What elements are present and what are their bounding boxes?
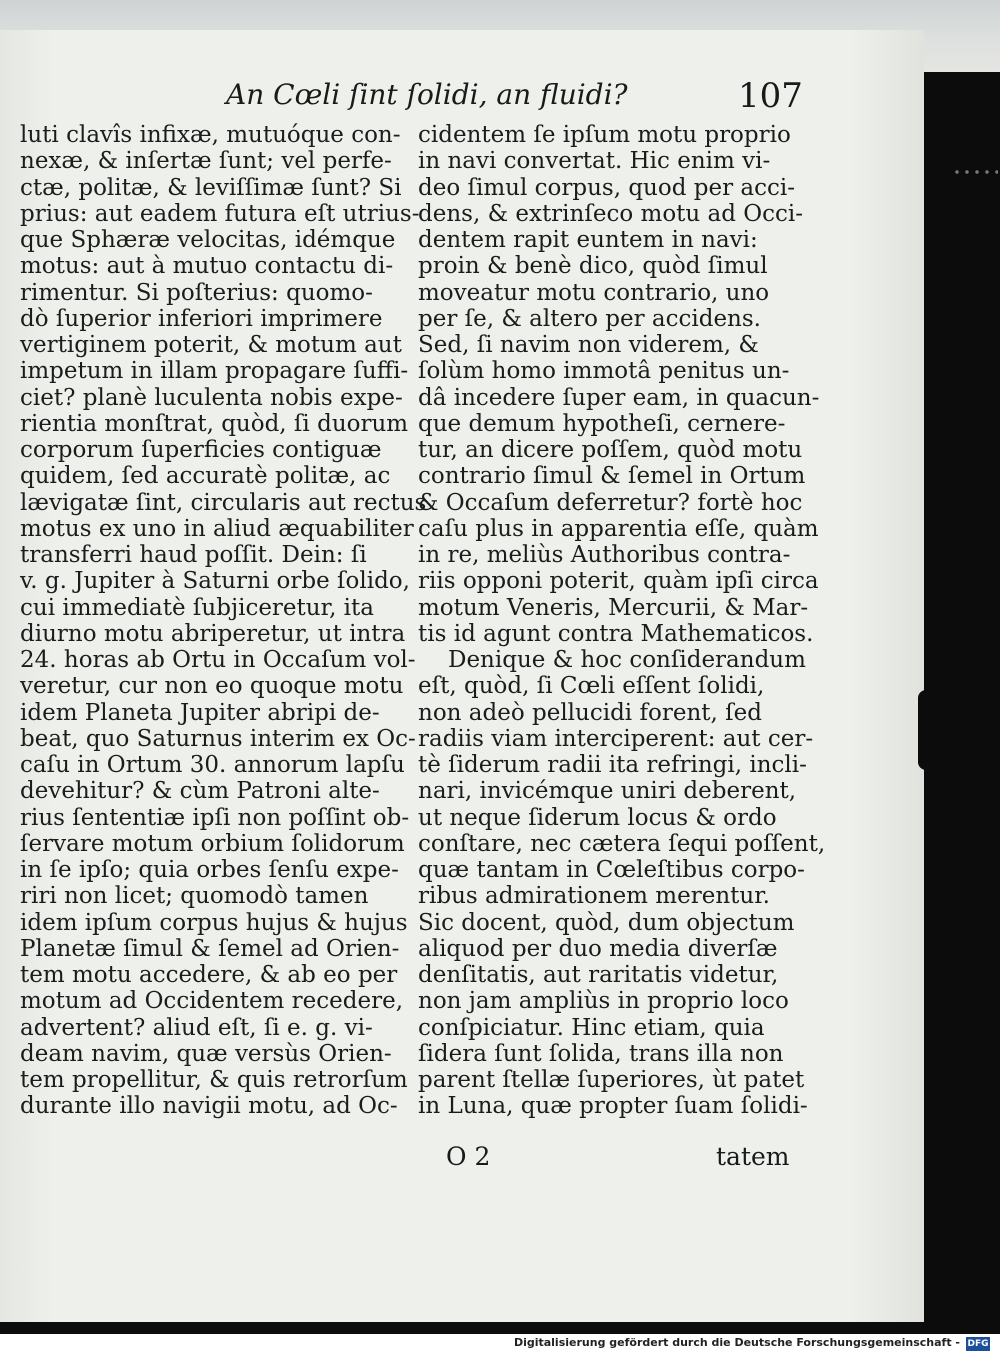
text-line: riis opponi poterit, quàm ipſi circa	[418, 568, 819, 595]
text-line: Denique & hoc conſiderandum	[448, 647, 806, 673]
text-line: ciet? planè luculenta nobis expe-	[20, 384, 403, 411]
text-line: conſtare, nec cætera ſequi poſſent,	[418, 830, 826, 857]
text-line: motum ad Occidentem recedere,	[20, 988, 404, 1015]
text-line: caſu plus in apparentia eſſe, quàm	[418, 515, 819, 542]
text-line: ſolùm homo immotâ penitus un-	[418, 358, 790, 385]
text-line: quidem, ſed accuratè politæ, ac	[20, 463, 391, 490]
text-line: dentem rapit euntem in navi:	[418, 227, 758, 253]
text-line: motum Veneris, Mercurii, & Mar-	[418, 594, 809, 621]
text-line: tè ſiderum radii ita refringi, incli-	[418, 752, 807, 778]
text-line: dò ſuperior inferiori imprimere	[20, 305, 383, 332]
text-line: lævigatæ ſint, circularis aut rectus	[20, 489, 427, 516]
text-line: riri non licet; quomodò tamen	[20, 883, 369, 910]
text-line: per ſe, & altero per accidens.	[418, 305, 761, 332]
dfg-logo-icon: DFG	[967, 1339, 989, 1349]
text-line: devehitur? & cùm Patroni alte-	[20, 778, 380, 805]
text-line: aliquod per duo media diverſæ	[418, 935, 778, 962]
text-line: beat, quo Saturnus interim ex Oc-	[20, 725, 416, 752]
text-line: deam navim, quæ versùs Orien-	[20, 1040, 392, 1067]
footer-credit: Digitalisierung gefördert durch die Deutsche Forschungsgemeinschaft -	[513, 1336, 960, 1349]
text-line: vertiginem poterit, & motum aut	[20, 332, 402, 358]
text-line: in navi convertat. Hic enim vi-	[418, 148, 771, 175]
text-line: que demum hypotheſi, cernere-	[418, 410, 786, 437]
page-edge-notch	[918, 690, 934, 770]
right-text-column	[418, 122, 826, 1120]
text-line: diurno motu abriperetur, ut intra	[20, 620, 406, 647]
text-line: cidentem ſe ipſum motu proprio	[418, 122, 791, 148]
text-line: proin & benè dico, quòd ſimul	[418, 253, 768, 280]
text-line: ribus admirationem merentur.	[418, 883, 770, 910]
text-line: impetum in illam propagare ſuffi-	[20, 358, 409, 385]
text-line: idem ipſum corpus hujus & hujus	[20, 909, 408, 936]
text-line: nari, invicémque uniri deberent,	[418, 778, 797, 805]
text-line: parent ſtellæ ſuperiores, ùt patet	[418, 1067, 805, 1093]
text-line: non jam ampliùs in proprio loco	[418, 988, 789, 1015]
text-line: v. g. Jupiter à Saturni orbe ſolido,	[20, 568, 410, 595]
text-line: in ſe ipſo; quia orbes ſenſu expe-	[20, 857, 399, 883]
text-line: rius ſententiæ ipſi non poſſint ob-	[20, 804, 410, 831]
text-line: Sic docent, quòd, dum objectum	[418, 909, 795, 936]
text-line: motus: aut à mutuo contactu di-	[20, 253, 394, 280]
running-head: An Cœli ſint ſolidi, an fluidi?	[226, 78, 628, 111]
text-line: quæ tantam in Cœleſtibus corpo-	[418, 857, 805, 883]
text-line: idem Planeta Jupiter abripi de-	[20, 699, 380, 726]
text-line: ſidera ſunt ſolida, trans illa non	[418, 1040, 784, 1067]
text-line: Planetæ ſimul & ſemel ad Orien-	[20, 935, 400, 962]
text-line: tem motu accedere, & ab eo per	[20, 962, 398, 988]
text-line: dens, & extrinſeco motu ad Occi-	[418, 200, 804, 227]
text-line: durante illo navigii motu, ad Oc-	[20, 1093, 398, 1120]
text-line: rimentur. Si poſterius: quomo-	[20, 279, 373, 306]
text-line: denſitatis, aut raritatis videtur,	[418, 962, 779, 988]
text-line: conſpiciatur. Hinc etiam, quia	[418, 1014, 765, 1041]
text-line: non adeò pellucidi forent, ſed	[418, 699, 762, 726]
text-line: tem propellitur, & quis retrorſum	[20, 1067, 408, 1093]
footer-strip	[0, 1334, 1000, 1356]
text-line: cui immediatè ſubjiceretur, ita	[20, 594, 374, 621]
signature-mark: O 2	[446, 1142, 491, 1171]
text-line: moveatur motu contrario, uno	[418, 279, 770, 306]
scan-edge-marks	[952, 168, 998, 176]
text-line: contrario ſimul & ſemel in Ortum	[418, 463, 806, 490]
page-number: 107	[738, 76, 803, 116]
text-line: motus ex uno in aliud æquabiliter	[20, 515, 414, 542]
text-line: Sed, ſi navim non viderem, &	[418, 332, 759, 358]
text-line: tur, an dicere poſſem, quòd motu	[418, 437, 803, 463]
text-line: veretur, cur non eo quoque motu	[20, 673, 404, 700]
text-line: tis id agunt contra Mathematicos.	[418, 620, 814, 647]
text-line: & Occaſum deferretur? fortè hoc	[418, 489, 803, 516]
text-line: rientia monſtrat, quòd, ſi duorum	[20, 410, 409, 437]
text-line: ut neque ſiderum locus & ordo	[418, 804, 777, 831]
text-line: corporum ſuperficies contiguæ	[20, 437, 382, 463]
text-line: que Sphæræ velocitas, idémque	[20, 227, 396, 253]
text-line: prius: aut eadem futura eſt utrius-	[20, 200, 420, 227]
text-line: radiis viam interciperent: aut cer-	[418, 725, 814, 752]
catchword: tatem	[716, 1142, 790, 1171]
text-line: nexæ, & inſertæ ſunt; vel perfe-	[20, 148, 392, 175]
text-line: advertent? aliud eſt, ſi e. g. vi-	[20, 1014, 373, 1041]
text-line: deo ſimul corpus, quod per acci-	[418, 174, 795, 201]
text-line: in Luna, quæ propter ſuam ſolidi-	[418, 1093, 808, 1120]
text-line: transferri haud poſſit. Dein: ſi	[20, 542, 367, 568]
text-line: dâ incedere ſuper eam, in quacun-	[418, 384, 820, 411]
text-line: caſu in Ortum 30. annorum lapſu	[20, 752, 405, 778]
text-line: eſt, quòd, ſi Cœli eſſent ſolidi,	[418, 673, 765, 700]
left-text-column	[20, 122, 427, 1120]
text-line: ctæ, politæ, & leviſſimæ ſunt? Si	[20, 174, 402, 201]
text-line: in re, meliùs Authoribus contra-	[418, 542, 791, 568]
text-line: 24. horas ab Ortu in Occaſum vol-	[20, 647, 416, 673]
text-line: ſervare motum orbium ſolidorum	[20, 830, 405, 857]
text-line: luti clavîs infixæ, mutuóque con-	[20, 122, 401, 148]
